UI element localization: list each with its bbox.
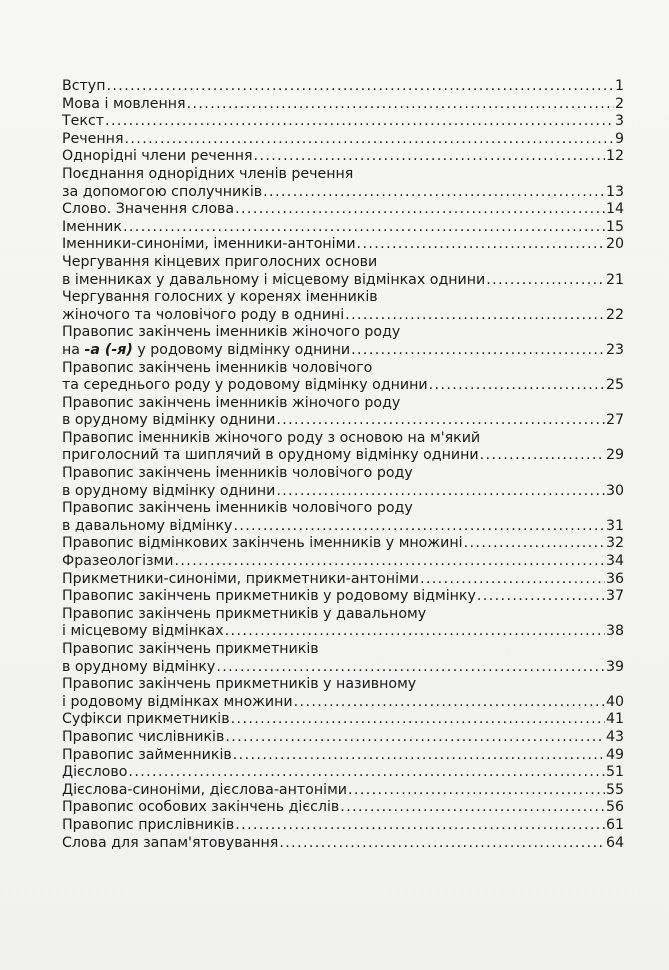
dot-leader: [477, 588, 605, 606]
toc-entry-title: Правопис закінчень іменників жіночого роду: [62, 394, 401, 411]
toc-entry-last-line: [62, 571, 624, 589]
dot-leader: [225, 623, 605, 641]
toc-entry: [62, 764, 624, 782]
toc-entry-title: Правопис іменників жіночого роду з основою на м'який: [62, 429, 481, 446]
dot-leader: [357, 236, 605, 254]
toc-entry-title: на -а (-я) у родовому відмінку однини: [62, 341, 351, 358]
dot-leader: [294, 694, 605, 712]
toc-entry-line: [62, 289, 624, 307]
toc-page-number: 15: [605, 218, 624, 235]
toc-entry-last-line: [62, 694, 624, 712]
toc-entry-last-line: [62, 483, 624, 501]
toc-entry-last-line: [62, 412, 624, 430]
toc-entry-line: [62, 430, 624, 448]
toc-entry-line: [62, 360, 624, 378]
toc-entry: [62, 535, 624, 553]
dot-leader: [429, 377, 605, 395]
dot-leader: [231, 711, 605, 729]
toc-entry-line: [62, 606, 624, 624]
dot-leader: [235, 201, 605, 219]
toc-entry: [62, 236, 624, 254]
toc-entry-title: Однорідні члени речення: [62, 148, 253, 165]
toc-entry: [62, 395, 624, 430]
toc-entry-title: і родовому відмінках множини: [62, 693, 293, 710]
toc-entry-title: приголосний та шиплячий в орудному відмінку однини: [62, 447, 479, 464]
toc-entry-last-line: [62, 113, 624, 131]
toc-page-number: 56: [605, 799, 624, 816]
toc-page-number: 64: [605, 834, 624, 851]
toc-entry-title: Правопис закінчень прикметників у родовому відмінку: [62, 588, 476, 605]
toc-entry-title: в орудному відмінку: [62, 658, 216, 675]
toc-entry: [62, 500, 624, 535]
dot-leader: [174, 553, 604, 571]
toc-entry-title: Слово. Значення слова: [62, 201, 235, 218]
toc-page-number: 39: [605, 658, 624, 675]
toc-page-number: 9: [614, 130, 624, 147]
toc-entry-title: Правопис закінчень іменників жіночого роду: [62, 324, 401, 341]
toc-entry-title: Дієслово: [62, 764, 128, 781]
toc-entry-title: Правопис особових закінчень дієслів: [62, 799, 340, 816]
toc-entry: [62, 254, 624, 289]
toc-entry-last-line: [62, 96, 624, 114]
toc-entry: [62, 817, 624, 835]
toc-entry-title: Правопис числівників: [62, 728, 225, 745]
toc-entry-title: Чергування голосних у коренях іменників: [62, 289, 378, 306]
dot-leader: [486, 272, 605, 290]
toc-entry: [62, 606, 624, 641]
dot-leader: [340, 799, 605, 817]
toc-entry-last-line: [62, 184, 624, 202]
toc-entry-title: Дієслова-синоніми, дієслова-антоніми: [62, 781, 347, 798]
toc-entry-last-line: [62, 307, 624, 325]
toc-entry-title: Речення: [62, 130, 124, 147]
toc-entry-title: в іменниках у давальному і місцевому відмінках однини: [62, 271, 486, 288]
toc-entry-last-line: [62, 201, 624, 219]
toc-entry-last-line: [62, 236, 624, 254]
toc-entry: [62, 571, 624, 589]
toc-entry-last-line: [62, 342, 624, 360]
toc-entry: [62, 166, 624, 201]
toc-entry-last-line: [62, 835, 624, 853]
toc-entry-line: [62, 641, 624, 659]
toc-page-number: 32: [605, 535, 624, 552]
dot-leader: [233, 747, 605, 765]
toc-entry: [62, 113, 624, 131]
toc-page-number: 36: [605, 570, 624, 587]
toc-entry-title: жіночого та чоловічого роду в однині: [62, 306, 345, 323]
toc-page-number: 41: [605, 711, 624, 728]
toc-entry: [62, 641, 624, 676]
toc-entry-last-line: [62, 553, 624, 571]
toc-entry-title: Правопис закінчень іменників чоловічого роду: [62, 500, 413, 517]
dot-leader: [128, 764, 605, 782]
toc-entry-title: Іменники-синоніми, іменники-антоніми: [62, 236, 356, 253]
dot-leader: [348, 782, 605, 800]
toc-entry-last-line: [62, 535, 624, 553]
toc-entry-last-line: [62, 148, 624, 166]
toc-entry-line: [62, 395, 624, 413]
toc-entry: [62, 96, 624, 114]
dot-leader: [106, 78, 613, 96]
dot-leader: [105, 113, 614, 131]
toc-entry: [62, 324, 624, 359]
toc-entry-last-line: [62, 219, 624, 237]
toc-entry: [62, 78, 624, 96]
dot-leader: [276, 483, 605, 501]
toc-entry: [62, 131, 624, 149]
toc-entry: [62, 201, 624, 219]
toc-entry-title: Правопис закінчень прикметників: [62, 641, 319, 657]
dot-leader: [254, 148, 605, 166]
toc-page-number: 13: [605, 183, 624, 200]
toc-page-number: 20: [605, 236, 624, 253]
toc-page-number: 30: [605, 482, 624, 499]
toc-entry-line: [62, 254, 624, 272]
toc-entry: [62, 835, 624, 853]
toc-entry-last-line: [62, 799, 624, 817]
toc-entry-last-line: [62, 764, 624, 782]
toc-entry-line: [62, 676, 624, 694]
toc-entry-last-line: [62, 588, 624, 606]
toc-entry-title: Прикметники-синоніми, прикметники-антоніми: [62, 570, 419, 587]
toc-entry-title: Правопис закінчень прикметників у називному: [62, 676, 417, 693]
dot-leader: [187, 96, 614, 114]
toc-entry-last-line: [62, 131, 624, 149]
dot-leader: [263, 184, 605, 202]
toc-entry-title: в давальному відмінку: [62, 517, 233, 534]
dot-leader: [124, 131, 613, 149]
toc-page-number: 21: [605, 271, 624, 288]
toc-entry-title: в орудному відмінку однини: [62, 482, 276, 499]
toc-entry: [62, 289, 624, 324]
toc-entry-title: Правопис прислівників: [62, 816, 235, 833]
dot-leader: [351, 342, 605, 360]
toc-entry: [62, 588, 624, 606]
toc-page-number: 37: [605, 588, 624, 605]
toc-entry-line: [62, 465, 624, 483]
toc-page-number: 22: [605, 306, 624, 323]
toc-entry: [62, 553, 624, 571]
toc-entry-title: і місцевому відмінках: [62, 623, 224, 640]
toc-entry: [62, 747, 624, 765]
toc-entry-title: Чергування кінцевих приголосних основи: [62, 253, 378, 270]
dot-leader: [420, 571, 605, 589]
toc-entry-title: Правопис займенників: [62, 746, 232, 763]
toc-entry: [62, 219, 624, 237]
toc-entry-last-line: [62, 447, 624, 465]
toc-page-number: 12: [605, 148, 624, 165]
toc-entry-title: Текст: [62, 113, 105, 130]
toc-page-number: 23: [605, 341, 624, 358]
toc-entry-line: [62, 324, 624, 342]
toc-page-number: 43: [605, 728, 624, 745]
dot-leader: [235, 817, 605, 835]
emphasis-text: -а (-я): [84, 341, 133, 358]
toc-entry-last-line: [62, 377, 624, 395]
toc-entry: [62, 729, 624, 747]
toc-page-number: 1: [614, 78, 624, 94]
toc-entry: [62, 465, 624, 500]
toc-page-number: 38: [605, 623, 624, 640]
toc-entry-title: за допомогою сполучників: [62, 183, 263, 200]
toc-entry-title: Поєднання однорідних членів речення: [62, 165, 354, 182]
toc-entry-last-line: [62, 782, 624, 800]
toc-entry-title: Суфікси прикметників: [62, 711, 230, 728]
toc-entry-title: Іменник: [62, 218, 122, 235]
toc-entry: [62, 711, 624, 729]
toc-entry-last-line: [62, 747, 624, 765]
toc-page-number: 27: [605, 412, 624, 429]
toc-entry: [62, 799, 624, 817]
toc-page-number: 29: [605, 447, 624, 464]
toc-entry: [62, 782, 624, 800]
table-of-contents: [62, 78, 624, 852]
dot-leader: [233, 518, 605, 536]
toc-entry-last-line: [62, 659, 624, 677]
toc-entry-last-line: [62, 78, 624, 96]
toc-entry-last-line: [62, 272, 624, 290]
toc-entry-title: в орудному відмінку однини: [62, 412, 276, 429]
toc-page-number: 34: [605, 553, 624, 570]
toc-entry-title: Вступ: [62, 78, 106, 94]
toc-entry-last-line: [62, 711, 624, 729]
toc-entry: [62, 360, 624, 395]
toc-entry-title: Слова для запам'ятовування: [62, 834, 279, 851]
toc-page-number: 61: [605, 816, 624, 833]
toc-entry-last-line: [62, 817, 624, 835]
toc-page-number: 25: [605, 377, 624, 394]
toc-entry-title: та середнього роду у родовому відмінку однини: [62, 377, 428, 394]
dot-leader: [279, 835, 605, 853]
toc-entry-title: Фразеологізми: [62, 553, 174, 570]
dot-leader: [464, 535, 605, 553]
toc-entry-line: [62, 500, 624, 518]
toc-entry-title: Мова і мовлення: [62, 95, 186, 112]
dot-leader: [123, 219, 605, 237]
toc-page-number: 49: [605, 746, 624, 763]
toc-entry-last-line: [62, 729, 624, 747]
dot-leader: [345, 307, 605, 325]
dot-leader: [225, 729, 605, 747]
toc-page-number: 3: [614, 113, 624, 130]
toc-entry: [62, 430, 624, 465]
toc-page-number: 2: [614, 95, 624, 112]
toc-entry-last-line: [62, 623, 624, 641]
toc-page-number: 51: [605, 764, 624, 781]
toc-entry-line: [62, 166, 624, 184]
toc-entry: [62, 148, 624, 166]
toc-page-number: 40: [605, 693, 624, 710]
toc-entry-title: Правопис закінчень прикметників у давальному: [62, 605, 427, 622]
toc-entry-last-line: [62, 518, 624, 536]
dot-leader: [480, 447, 605, 465]
toc-entry-title: Правопис відмінкових закінчень іменників у множині: [62, 535, 463, 552]
toc-entry-title: Правопис закінчень іменників чоловічого роду: [62, 465, 413, 482]
toc-entry: [62, 676, 624, 711]
toc-page-number: 31: [605, 517, 624, 534]
toc-entry-title: Правопис закінчень іменників чоловічого: [62, 359, 373, 376]
dot-leader: [276, 412, 605, 430]
toc-page-number: 55: [605, 781, 624, 798]
toc-page-number: 14: [605, 201, 624, 218]
dot-leader: [216, 659, 605, 677]
